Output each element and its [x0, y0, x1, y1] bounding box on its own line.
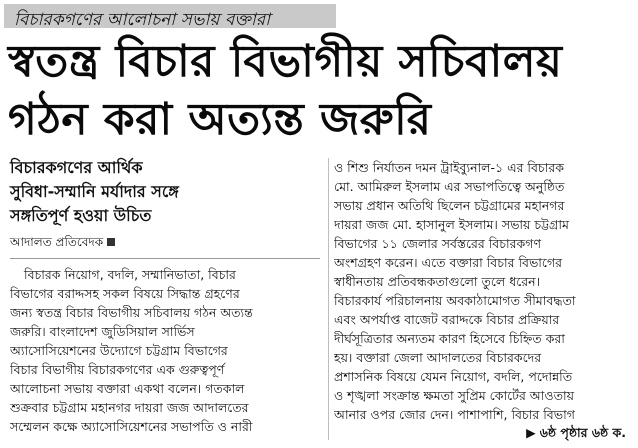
- divider: [10, 258, 320, 259]
- subheadline-line-2: সুবিধা-সম্মানি মর্যাদার সঙ্গে: [10, 182, 179, 201]
- continuation-text: ৬ষ্ঠ পৃষ্ঠার ৬ষ্ঠ ক.: [539, 425, 626, 440]
- right-body-line: সভায় প্রধান অতিথি ছিলেন চট্টগ্রামের মহানগর: [334, 198, 565, 213]
- left-body-line: আলোচনা সভায় বক্তারা একথা বলেন। গতকাল: [10, 381, 245, 396]
- right-body-line: দীর্ঘসূত্রিতার অন্যতম কারণ হিসেবে চিহ্নিত করা: [334, 331, 565, 346]
- subhead-block: [10, 156, 320, 250]
- right-body-line: বিভাগের ১১ জেলার সর্বস্তরের বিচারকগণ: [334, 236, 542, 251]
- right-column-body: [334, 158, 634, 424]
- left-body-line: বিচারক নিয়োগ, বদলি, সম্মানিভাতা, বিচার: [24, 267, 236, 282]
- right-body-line: মো. আমিরুল ইসলাম এর সভাপতিত্বে অনুষ্ঠিত: [334, 179, 565, 194]
- arrow-icon: ▶: [526, 425, 536, 440]
- right-body-line: স্বাধীনতায় প্রতিবন্ধকতাগুলো তুলে ধরেন।: [334, 274, 541, 289]
- left-body-line: বিচার বিভাগীয় বিচারকগণের এক গুরুত্বপূর্ণ: [10, 362, 225, 377]
- byline: আদালত প্রতিবেদক: [10, 235, 104, 249]
- left-body-line: সম্মেলন কক্ষে অ্যাসোসিয়েশনের সভাপতি ও নারী: [10, 419, 253, 434]
- right-body-line: হয়। বক্তারা জেলা আদালতের বিচারকদের: [334, 350, 542, 365]
- right-body-line: আনার ওপর জোর দেন। পাশাপাশি, বিচার বিভাগ: [334, 407, 575, 422]
- left-body-line: শুক্রবার চট্টগ্রাম মহানগর দায়রা জজ আদালতের: [10, 400, 249, 415]
- left-body-line: বিভাগের বরাদ্দসহ সকল বিষয়ে সিদ্ধান্ত গ্রহণের: [10, 286, 240, 301]
- right-body-line: অংশগ্রহণ করেন। এতে বক্তারা বিচার বিভাগের: [334, 255, 563, 270]
- left-body-line: অ্যাসোসিয়েশনের উদ্যোগে চট্টগ্রাম বিভাগের: [10, 343, 228, 358]
- kicker-bar: [4, 4, 336, 28]
- square-icon: [107, 238, 115, 246]
- right-body-line: বিচারকার্য পরিচালনায় অবকাঠামোগত সীমাবদ্ধতা: [334, 293, 576, 308]
- left-body-line: জন্য স্বতন্ত্র বিচার বিভাগীয় সচিবালয় গঠন অত্যন্ত: [10, 305, 253, 320]
- right-body-line: এবং অপর্যাপ্ত বাজেট বরাদ্দকে বিচার প্রক্রিয়ার: [334, 312, 560, 327]
- right-body-line: ও শৃঙ্খলা সংক্রান্ত ক্ষমতা সুপ্রিম কোর্টের আওতায়: [334, 388, 574, 403]
- continuation-note: [526, 423, 626, 442]
- kicker: বিচারকগণের আলোচনা সভায় বক্তারা: [14, 10, 271, 30]
- subheadline-line-1: বিচারকগণের আর্থিক: [10, 158, 143, 177]
- left-column-body: [10, 265, 322, 436]
- left-body-line: জরুরি। বাংলাদেশ জুডিসিয়াল সার্ভিস: [10, 324, 195, 339]
- column-divider: [328, 158, 329, 440]
- byline-row: [10, 234, 320, 250]
- headline-line-2: গঠন করা অত্যন্ত জরুরি: [8, 94, 432, 145]
- right-body-line: ও শিশু নির্যাতন দমন ট্রাইব্যুনাল-১ এর বিচারক: [334, 160, 564, 175]
- headline-line-1: স্বতন্ত্র বিচার বিভাগীয় সচিবালয়: [8, 36, 563, 87]
- subheadline-line-3: সঙ্গতিপূর্ণ হওয়া উচিত: [10, 206, 152, 225]
- right-body-line: দায়রা জজ মো. হাসানুল ইসলাম। সভায় চট্টগ্রাম: [334, 217, 569, 232]
- right-body-line: প্রশাসনিক বিষয়ে যেমন নিয়োগ, বদলি, পদোন্নতি: [334, 369, 573, 384]
